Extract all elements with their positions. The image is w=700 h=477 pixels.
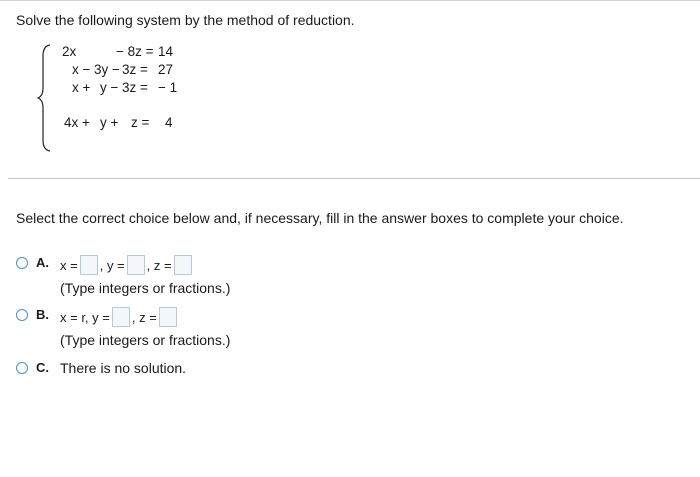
choice-b[interactable] <box>16 307 230 348</box>
choice-b-hint: (Type integers or fractions.) <box>60 332 231 348</box>
equation-1-rhs: 14 <box>158 44 174 59</box>
section-divider <box>8 178 700 179</box>
choice-c[interactable] <box>16 360 186 376</box>
choice-a-y-input[interactable] <box>127 255 145 275</box>
instruction-text: Select the correct choice below and, if necessary, fill in the answer boxes to complete your choice. <box>16 210 624 226</box>
equation-1-z-term: − 8z = <box>116 44 154 59</box>
question-prompt: Solve the following system by the method of reduction. <box>16 12 355 28</box>
choice-a[interactable] <box>16 255 230 296</box>
choice-a-radio[interactable] <box>16 257 28 269</box>
left-brace-icon <box>36 44 52 152</box>
choice-a-z-label: , z = <box>146 257 172 273</box>
choice-b-y-input[interactable] <box>112 307 130 327</box>
choice-a-hint: (Type integers or fractions.) <box>60 280 231 296</box>
choice-c-letter: C. <box>36 360 49 375</box>
equation-2-rhs: 27 <box>158 62 174 77</box>
choice-b-letter: B. <box>36 307 49 322</box>
equation-3-y-term: y − <box>100 80 119 95</box>
equation-4-x-term: 4x + <box>64 115 90 130</box>
choice-c-text: There is no solution. <box>60 360 187 376</box>
equation-2-y-term: 3y − <box>94 62 120 77</box>
choice-a-y-label: , y = <box>99 257 125 273</box>
equation-2-x-term: x − <box>72 62 91 77</box>
choice-b-z-label: , z = <box>131 309 157 325</box>
choice-a-letter: A. <box>36 255 49 270</box>
equation-3-x-term: x + <box>72 80 91 95</box>
equation-4-rhs: 4 <box>165 115 173 130</box>
choice-b-z-input[interactable] <box>159 307 177 327</box>
equation-4-z-term: z = <box>131 115 150 130</box>
choice-a-x-label: x = <box>60 257 78 273</box>
equation-4-y-term: y + <box>100 115 119 130</box>
equation-3-rhs: − 1 <box>158 80 178 95</box>
equation-3-z-term: 3z = <box>122 80 148 95</box>
equation-2-z-term: 3z = <box>122 62 148 77</box>
top-border <box>0 0 700 1</box>
choice-a-x-input[interactable] <box>80 255 98 275</box>
equation-1-x-term: 2x <box>62 44 77 59</box>
choice-c-radio[interactable] <box>16 362 28 374</box>
choice-b-xy-label: x = r, y = <box>60 309 110 325</box>
choice-a-z-input[interactable] <box>174 255 192 275</box>
choice-b-radio[interactable] <box>16 309 28 321</box>
